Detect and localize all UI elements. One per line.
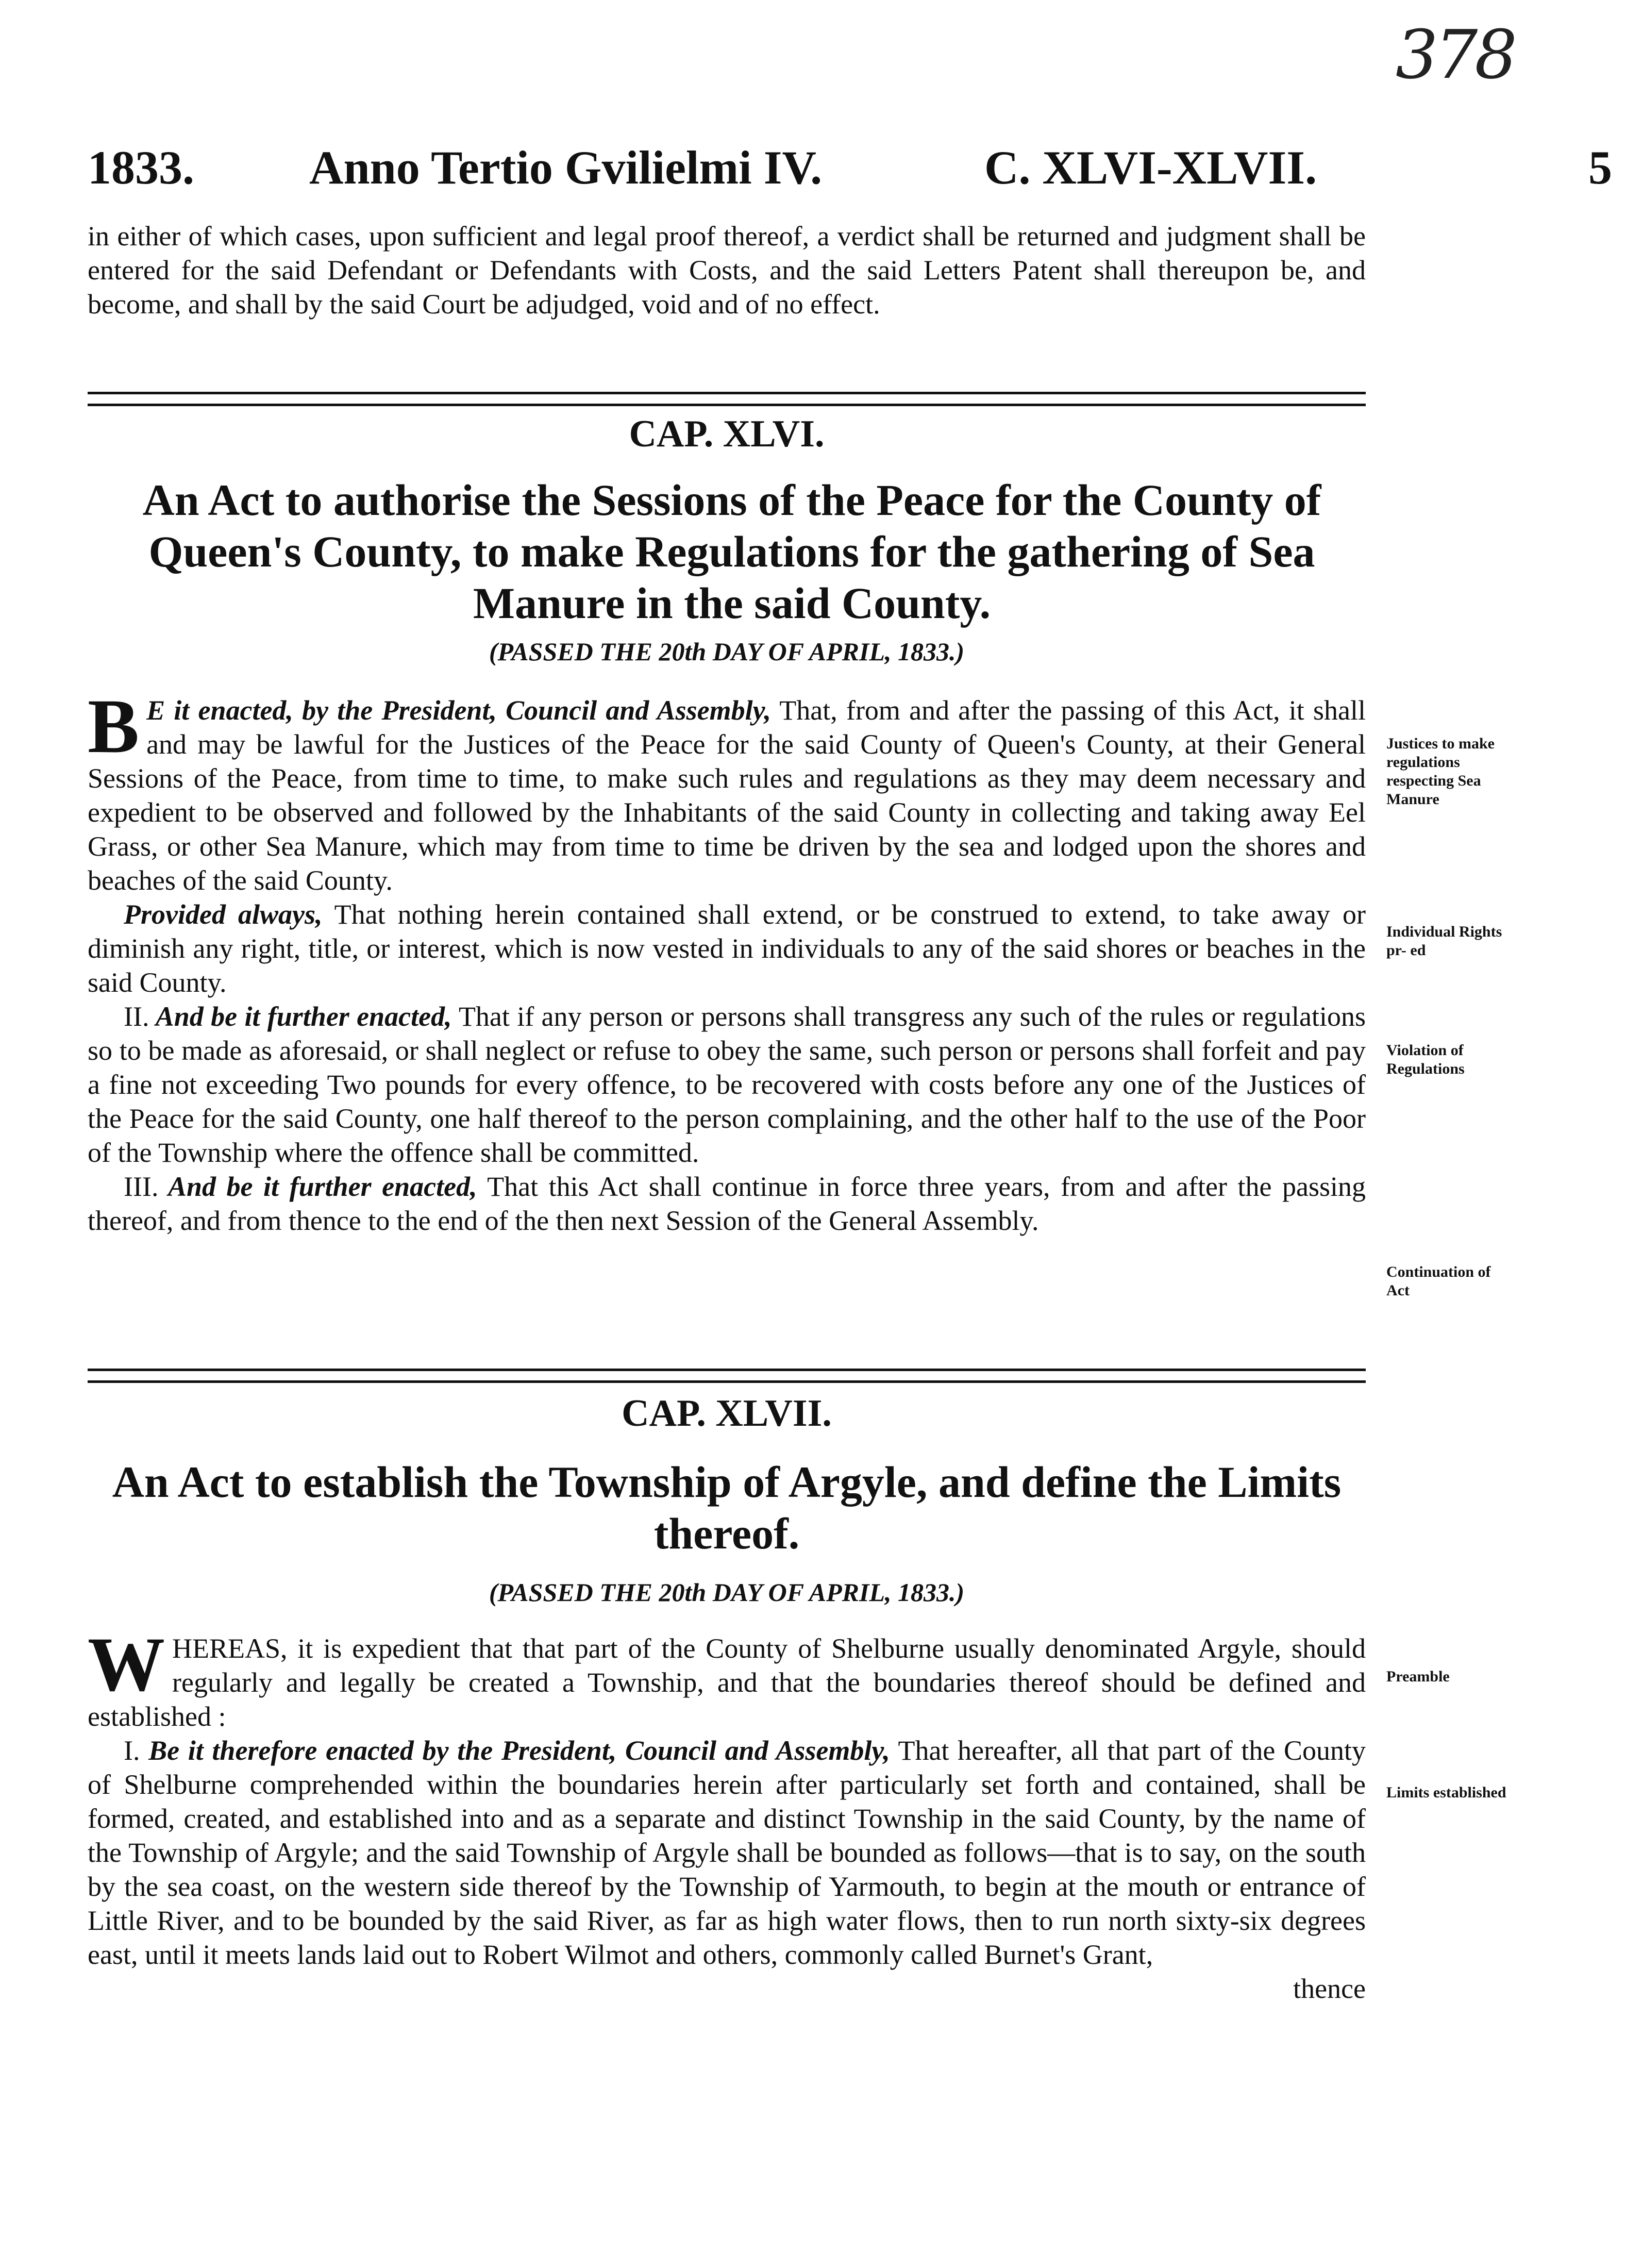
paragraph-text: That nothing herein contained shall extend, or be construed to extend, to take away or diminish any right, title, or interest, which is now vested in individuals to any of the said shores or beaches in the said County.	[88, 899, 1366, 998]
section-lead: And be it further enacted,	[158, 1171, 477, 1202]
margin-note: Justices to make regulations respecting Sea Manure	[1386, 735, 1495, 808]
act-body	[88, 683, 1366, 1238]
margin-note: Individual Rights pr- ed	[1386, 923, 1502, 959]
previous-act-paragraph: in either of which cases, upon sufficient and legal proof thereof, a verdict shall be returned and judgment shall be entered for the said Defendant or Defendants with Costs, and the said Letters Patent shall thereupon be, and become, and shall by the said Court be adjudged, void and of no effect.	[88, 221, 1366, 320]
running-head-year: 1833.	[88, 141, 194, 194]
act-body	[88, 1622, 1366, 2006]
section-number: II.	[124, 1001, 149, 1032]
paragraph-text: That hereafter, all that part of the County of Shelburne comprehended within the boundaries herein after particularly set forth and contained, shall be formed, created, and established into and as a separate and distinct Township in the said County, by the name of the Township of Argyle; and the said Township of Argyle shall be bounded as follows—that is to say, on the south by the sea coast, on the western side thereof by the Township of Yarmouth, to begin at the mouth or entrance of Little River, and to be bounded by the said River, as far as high water flows, then to run north sixty-six degrees east, until it meets lands laid out to Robert Wilmot and others, commonly called Burnet's Grant,	[88, 1735, 1366, 1970]
running-head-page: 5	[1588, 141, 1612, 194]
folio-number: 378	[1395, 15, 1514, 94]
margin-note: Continuation of Act	[1386, 1263, 1491, 1299]
section-lead: And be it further enacted,	[149, 1001, 452, 1032]
running-head	[88, 139, 1612, 196]
paragraph-text: That if any person or persons shall transgress any such of the rules or regulations so to be made as aforesaid, or shall neglect or refuse to obey the same, such person or persons shall forfeit and pay a fine not exceeding Two pounds for every offence, to be recovered with costs before any one of the Justices of the Peace for the said County, one half thereof to the person complaining, and the other half to the use of the Poor of the Township where the offence shall be committed.	[88, 1001, 1366, 1168]
passed-date: (PASSED THE 20th DAY OF APRIL, 1833.)	[489, 1578, 965, 1607]
section-number: III.	[124, 1171, 159, 1202]
previous-act-tail	[88, 219, 1366, 321]
running-head-anno: Anno Tertio Gvilielmi IV.	[309, 141, 823, 194]
section-lead: Be it therefore enacted by the President, Council and Assembly,	[140, 1735, 890, 1766]
section-paragraph	[88, 999, 1366, 1170]
section-paragraph	[88, 1170, 1366, 1238]
enacting-paragraph	[88, 683, 1366, 897]
chapter-heading: CAP. XLVII.	[622, 1392, 832, 1435]
act-title: An Act to establish the Township of Argyle, and define the Limits thereof.	[112, 1457, 1342, 1558]
drop-cap: W	[88, 1622, 165, 1707]
catchword: thence	[1293, 1973, 1366, 2004]
enacting-clause: E it enacted, by the President, Council and Assembly,	[146, 695, 772, 726]
margin-note: Limits established	[1386, 1784, 1506, 1801]
preamble-paragraph	[88, 1622, 1366, 1733]
section-paragraph	[88, 1733, 1366, 1972]
paragraph-text: That, from and after the passing of this Act, it shall and may be lawful for the Justices of the Peace for the said County of Queen's County, at their General Sessions of the Peace, from time to time, to make such rules and regulations as they may deem necessary and expedient to be observed and followed by the Inhabitants of the said County in collecting and taking away Eel Grass, or other Sea Manure, which may from time to time be driven by the sea and lodged upon the shores and beaches of the said County.	[88, 695, 1366, 896]
proviso-lead: Provided always,	[124, 899, 323, 930]
proviso-paragraph	[88, 897, 1366, 999]
margin-note: Preamble	[1386, 1668, 1450, 1685]
passed-date: (PASSED THE 20th DAY OF APRIL, 1833.)	[489, 637, 965, 666]
margin-note: Violation of Regulations	[1386, 1042, 1465, 1077]
section-divider	[88, 1369, 1366, 1383]
paragraph-text: That this Act shall continue in force three years, from and after the passing thereof, and from thence to the end of the then next Session of the General Assembly.	[88, 1171, 1366, 1236]
section-divider	[88, 392, 1366, 406]
chapter-heading: CAP. XLVI.	[629, 413, 825, 455]
section-number: I.	[124, 1735, 140, 1766]
running-head-chapters: C. XLVI-XLVII.	[984, 141, 1317, 194]
paragraph-text: HEREAS, it is expedient that that part of the County of Shelburne usually denominated Argyle, should regularly and legally be created a Township, and that the boundaries thereof should be defined and established :	[88, 1633, 1366, 1732]
act-title: An Act to authorise the Sessions of the Peace for the County of Queen's County, to make Regulations for the gathering of Sea Manure in the said County.	[142, 475, 1321, 628]
drop-cap: B	[88, 683, 140, 769]
